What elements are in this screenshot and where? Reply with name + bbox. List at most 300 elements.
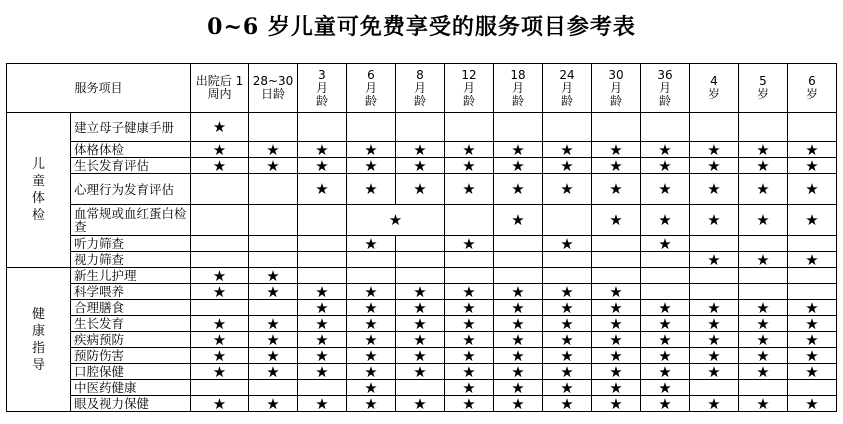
star-icon: ★ xyxy=(315,315,329,332)
mark-cell xyxy=(739,348,788,364)
service-table xyxy=(6,63,837,412)
mark-cell xyxy=(249,380,298,396)
mark-cell xyxy=(690,205,739,236)
star-icon: ★ xyxy=(658,379,672,396)
mark-cell xyxy=(592,348,641,364)
mark-cell xyxy=(396,252,445,268)
star-icon: ★ xyxy=(707,180,721,198)
star-icon: ★ xyxy=(388,211,403,229)
star-icon: ★ xyxy=(266,395,280,412)
table-row xyxy=(7,158,837,174)
mark-cell xyxy=(396,348,445,364)
mark-cell xyxy=(788,174,837,205)
header-age-12 xyxy=(788,64,837,113)
mark-cell xyxy=(690,300,739,316)
star-icon: ★ xyxy=(462,235,476,252)
header-age-line: 6 xyxy=(367,67,375,82)
star-icon: ★ xyxy=(511,363,525,380)
star-icon: ★ xyxy=(413,331,427,348)
mark-cell xyxy=(494,380,543,396)
mark-cell xyxy=(298,316,347,332)
mark-cell xyxy=(592,380,641,396)
star-icon: ★ xyxy=(707,299,721,316)
mark-cell xyxy=(641,268,690,284)
service-item: 血常规或血红蛋白检查 xyxy=(71,205,191,236)
star-icon: ★ xyxy=(560,331,574,348)
service-item: 预防伤害 xyxy=(71,348,191,364)
mark-cell xyxy=(543,332,592,348)
mark-cell xyxy=(494,113,543,142)
header-age-1 xyxy=(249,64,298,113)
star-icon: ★ xyxy=(609,379,623,396)
mark-cell xyxy=(249,268,298,284)
header-age-3 xyxy=(347,64,396,113)
mark-cell xyxy=(191,113,249,142)
star-icon: ★ xyxy=(609,157,623,174)
star-icon: ★ xyxy=(364,331,378,348)
table-row xyxy=(7,284,837,300)
mark-cell xyxy=(249,364,298,380)
star-icon: ★ xyxy=(707,251,721,268)
star-icon: ★ xyxy=(364,283,378,300)
star-icon: ★ xyxy=(364,315,378,332)
header-age-5 xyxy=(445,64,494,113)
star-icon: ★ xyxy=(315,141,329,158)
service-item: 视力筛查 xyxy=(71,252,191,268)
star-icon: ★ xyxy=(364,395,378,412)
header-age-11 xyxy=(739,64,788,113)
star-icon: ★ xyxy=(212,141,227,158)
header-age-line: 出院后 1 xyxy=(195,74,244,88)
category-cell xyxy=(7,113,71,268)
mark-cell xyxy=(191,205,249,236)
mark-cell xyxy=(445,300,494,316)
star-icon: ★ xyxy=(364,157,378,174)
star-icon: ★ xyxy=(212,118,227,136)
mark-cell xyxy=(494,396,543,412)
mark-cell xyxy=(739,316,788,332)
category-cell xyxy=(7,268,71,412)
star-icon: ★ xyxy=(707,395,721,412)
mark-cell xyxy=(543,300,592,316)
table-row xyxy=(7,142,837,158)
header-age-line: 3 xyxy=(318,67,326,82)
header-age-line: 28~30 xyxy=(252,74,294,88)
mark-cell xyxy=(543,268,592,284)
category-char: 体 xyxy=(31,191,45,206)
star-icon: ★ xyxy=(413,315,427,332)
category-char: 健 xyxy=(31,306,45,322)
mark-cell xyxy=(788,348,837,364)
mark-cell xyxy=(788,364,837,380)
mark-cell xyxy=(298,236,347,252)
mark-cell xyxy=(494,284,543,300)
star-icon: ★ xyxy=(560,235,574,252)
mark-cell xyxy=(347,174,396,205)
star-icon: ★ xyxy=(364,299,378,316)
header-age-line: 4 xyxy=(710,74,718,88)
mark-cell xyxy=(445,252,494,268)
star-icon: ★ xyxy=(707,363,721,380)
mark-cell xyxy=(396,236,445,252)
header-row xyxy=(7,64,837,113)
mark-cell xyxy=(445,284,494,300)
header-age-line: 24 xyxy=(559,67,575,82)
star-icon: ★ xyxy=(462,157,476,174)
mark-cell xyxy=(788,268,837,284)
star-icon: ★ xyxy=(315,157,329,174)
star-icon: ★ xyxy=(212,347,227,364)
star-icon: ★ xyxy=(658,180,672,198)
star-icon: ★ xyxy=(560,141,574,158)
mark-cell xyxy=(191,316,249,332)
star-icon: ★ xyxy=(462,379,476,396)
star-icon: ★ xyxy=(315,395,329,412)
mark-cell xyxy=(543,236,592,252)
star-icon: ★ xyxy=(364,180,378,198)
star-icon: ★ xyxy=(315,363,329,380)
mark-cell xyxy=(788,236,837,252)
mark-cell xyxy=(592,252,641,268)
mark-cell xyxy=(592,364,641,380)
star-icon: ★ xyxy=(212,395,227,412)
header-age-10 xyxy=(690,64,739,113)
star-icon: ★ xyxy=(212,267,227,284)
star-icon: ★ xyxy=(707,315,721,332)
table-row xyxy=(7,348,837,364)
mark-cell xyxy=(739,205,788,236)
mark-cell xyxy=(690,380,739,396)
mark-cell xyxy=(298,252,347,268)
mark-cell xyxy=(641,113,690,142)
mark-cell xyxy=(592,142,641,158)
header-age-line: 龄 xyxy=(364,93,377,108)
table-row xyxy=(7,236,837,252)
mark-cell xyxy=(494,348,543,364)
mark-cell xyxy=(690,316,739,332)
mark-cell xyxy=(641,364,690,380)
mark-cell xyxy=(396,142,445,158)
mark-cell xyxy=(249,113,298,142)
star-icon: ★ xyxy=(756,141,770,158)
mark-cell xyxy=(191,364,249,380)
star-icon: ★ xyxy=(462,347,476,364)
header-age-line: 龄 xyxy=(413,93,426,108)
star-icon: ★ xyxy=(266,315,280,332)
mark-cell xyxy=(592,113,641,142)
header-age-line: 5 xyxy=(759,74,767,88)
mark-cell xyxy=(494,205,543,236)
category-char: 童 xyxy=(31,174,45,189)
header-age-line: 岁 xyxy=(805,87,818,101)
star-icon: ★ xyxy=(609,363,623,380)
mark-cell xyxy=(347,396,396,412)
mark-cell xyxy=(347,142,396,158)
mark-cell xyxy=(641,316,690,332)
mark-cell xyxy=(347,113,396,142)
mark-cell xyxy=(788,142,837,158)
star-icon: ★ xyxy=(756,395,770,412)
mark-cell xyxy=(445,316,494,332)
star-icon: ★ xyxy=(511,141,525,158)
star-icon: ★ xyxy=(511,180,525,198)
mark-cell xyxy=(347,316,396,332)
mark-cell xyxy=(690,284,739,300)
mark-cell xyxy=(298,364,347,380)
mark-cell xyxy=(191,174,249,205)
header-age-6 xyxy=(494,64,543,113)
header-age-line: 6 xyxy=(808,74,816,88)
mark-cell xyxy=(249,142,298,158)
mark-cell xyxy=(739,142,788,158)
mark-cell xyxy=(347,236,396,252)
header-age-4 xyxy=(396,64,445,113)
star-icon: ★ xyxy=(511,331,525,348)
star-icon: ★ xyxy=(756,331,770,348)
header-age-line: 龄 xyxy=(609,93,622,108)
mark-cell xyxy=(249,348,298,364)
star-icon: ★ xyxy=(212,331,227,348)
header-age-line: 龄 xyxy=(462,93,475,108)
star-icon: ★ xyxy=(364,347,378,364)
star-icon: ★ xyxy=(658,141,672,158)
star-icon: ★ xyxy=(413,347,427,364)
mark-cell xyxy=(298,205,347,236)
mark-cell xyxy=(249,284,298,300)
page-title: 0~6 岁儿童可免费享受的服务项目参考表 xyxy=(207,14,636,40)
mark-cell xyxy=(592,174,641,205)
star-icon: ★ xyxy=(560,379,574,396)
star-icon: ★ xyxy=(707,157,721,174)
header-age-line: 月 xyxy=(413,80,426,95)
star-icon: ★ xyxy=(560,347,574,364)
mark-cell xyxy=(396,364,445,380)
star-icon: ★ xyxy=(413,141,427,158)
mark-cell xyxy=(445,142,494,158)
mark-cell xyxy=(396,174,445,205)
mark-cell xyxy=(249,158,298,174)
header-age-line: 月 xyxy=(560,80,573,95)
star-icon: ★ xyxy=(707,211,721,229)
header-age-line: 龄 xyxy=(658,93,671,108)
mark-cell xyxy=(690,142,739,158)
category-char: 指 xyxy=(31,340,45,356)
header-service-items: 服务项目 xyxy=(7,64,191,113)
service-item: 听力筛查 xyxy=(71,236,191,252)
mark-cell xyxy=(641,205,690,236)
star-icon: ★ xyxy=(266,141,280,158)
star-icon: ★ xyxy=(707,331,721,348)
mark-cell xyxy=(191,158,249,174)
mark-cell xyxy=(494,236,543,252)
header-age-line: 月 xyxy=(609,80,622,95)
star-icon: ★ xyxy=(315,180,329,198)
star-icon: ★ xyxy=(364,363,378,380)
mark-cell xyxy=(543,316,592,332)
service-item: 疾病预防 xyxy=(71,332,191,348)
mark-cell xyxy=(543,205,592,236)
mark-cell xyxy=(191,268,249,284)
star-icon: ★ xyxy=(756,180,770,198)
star-icon: ★ xyxy=(560,395,574,412)
mark-cell xyxy=(191,380,249,396)
star-icon: ★ xyxy=(805,395,819,412)
mark-cell xyxy=(592,332,641,348)
mark-cell xyxy=(445,158,494,174)
mark-cell xyxy=(690,396,739,412)
star-icon: ★ xyxy=(756,157,770,174)
header-age-line: 月 xyxy=(364,80,377,95)
star-icon: ★ xyxy=(707,141,721,158)
mark-cell xyxy=(592,205,641,236)
mark-cell xyxy=(347,284,396,300)
header-age-line: 周内 xyxy=(207,87,232,101)
star-icon: ★ xyxy=(511,347,525,364)
star-icon: ★ xyxy=(413,299,427,316)
star-icon: ★ xyxy=(560,299,574,316)
star-icon: ★ xyxy=(364,141,378,158)
mark-cell xyxy=(249,205,298,236)
mark-cell xyxy=(396,332,445,348)
mark-cell xyxy=(298,142,347,158)
mark-cell xyxy=(445,268,494,284)
mark-cell xyxy=(543,252,592,268)
star-icon: ★ xyxy=(462,141,476,158)
star-icon: ★ xyxy=(364,235,378,252)
mark-cell xyxy=(298,174,347,205)
star-icon: ★ xyxy=(511,379,525,396)
star-icon: ★ xyxy=(756,363,770,380)
star-icon: ★ xyxy=(560,363,574,380)
star-icon: ★ xyxy=(609,180,623,198)
star-icon: ★ xyxy=(266,331,280,348)
mark-cell xyxy=(445,236,494,252)
star-icon: ★ xyxy=(805,141,819,158)
mark-cell xyxy=(592,236,641,252)
mark-cell xyxy=(641,332,690,348)
star-icon: ★ xyxy=(756,251,770,268)
mark-cell xyxy=(641,174,690,205)
mark-cell xyxy=(543,113,592,142)
mark-cell xyxy=(347,380,396,396)
header-age-0 xyxy=(191,64,249,113)
mark-cell xyxy=(347,158,396,174)
mark-cell xyxy=(494,252,543,268)
mark-cell xyxy=(298,396,347,412)
star-icon: ★ xyxy=(756,211,770,229)
table-row xyxy=(7,316,837,332)
mark-cell xyxy=(739,284,788,300)
star-icon: ★ xyxy=(315,283,329,300)
service-item: 心理行为发育评估 xyxy=(71,174,191,205)
header-age-9 xyxy=(641,64,690,113)
mark-cell xyxy=(641,396,690,412)
mark-cell xyxy=(298,158,347,174)
service-item: 生长发育 xyxy=(71,316,191,332)
mark-cell xyxy=(739,300,788,316)
mark-cell xyxy=(396,316,445,332)
mark-cell xyxy=(592,396,641,412)
star-icon: ★ xyxy=(805,363,819,380)
star-icon: ★ xyxy=(658,157,672,174)
mark-cell xyxy=(249,332,298,348)
mark-cell xyxy=(298,332,347,348)
mark-cell xyxy=(396,396,445,412)
mark-cell xyxy=(641,158,690,174)
star-icon: ★ xyxy=(609,299,623,316)
mark-cell xyxy=(249,252,298,268)
service-item: 中医药健康 xyxy=(71,380,191,396)
service-item: 新生儿护理 xyxy=(71,268,191,284)
mark-cell xyxy=(739,396,788,412)
star-icon: ★ xyxy=(609,347,623,364)
table-row xyxy=(7,380,837,396)
mark-cell xyxy=(445,396,494,412)
star-icon: ★ xyxy=(511,395,525,412)
mark-cell xyxy=(641,142,690,158)
mark-cell xyxy=(249,300,298,316)
star-icon: ★ xyxy=(609,211,623,229)
header-age-line: 月 xyxy=(315,80,328,95)
mark-cell xyxy=(788,252,837,268)
mark-cell xyxy=(347,348,396,364)
star-icon: ★ xyxy=(266,267,280,284)
mark-cell xyxy=(347,300,396,316)
header-age-2 xyxy=(298,64,347,113)
star-icon: ★ xyxy=(462,315,476,332)
mark-cell xyxy=(739,174,788,205)
mark-cell xyxy=(445,380,494,396)
mark-cell xyxy=(249,236,298,252)
star-icon: ★ xyxy=(315,331,329,348)
mark-cell xyxy=(543,284,592,300)
star-icon: ★ xyxy=(511,315,525,332)
star-icon: ★ xyxy=(462,283,476,300)
category-char: 检 xyxy=(31,208,45,223)
mark-cell xyxy=(396,300,445,316)
mark-cell xyxy=(396,268,445,284)
star-icon: ★ xyxy=(560,283,574,300)
star-icon: ★ xyxy=(511,211,525,229)
service-item: 体格体检 xyxy=(71,142,191,158)
star-icon: ★ xyxy=(511,299,525,316)
mark-cell xyxy=(739,158,788,174)
mark-cell xyxy=(191,142,249,158)
star-icon: ★ xyxy=(462,180,476,198)
service-item: 建立母子健康手册 xyxy=(71,113,191,142)
mark-cell xyxy=(298,268,347,284)
mark-cell xyxy=(592,268,641,284)
table-row xyxy=(7,252,837,268)
mark-cell xyxy=(249,316,298,332)
star-icon: ★ xyxy=(266,347,280,364)
mark-cell xyxy=(445,113,494,142)
service-item: 合理膳食 xyxy=(71,300,191,316)
mark-cell xyxy=(543,142,592,158)
mark-cell xyxy=(494,300,543,316)
service-item: 眼及视力保健 xyxy=(71,396,191,412)
table-row xyxy=(7,205,837,236)
star-icon: ★ xyxy=(266,283,280,300)
mark-cell xyxy=(347,364,396,380)
mark-cell xyxy=(445,364,494,380)
star-icon: ★ xyxy=(658,299,672,316)
star-icon: ★ xyxy=(707,347,721,364)
mark-cell xyxy=(739,380,788,396)
mark-cell xyxy=(396,113,445,142)
mark-cell xyxy=(347,268,396,284)
star-icon: ★ xyxy=(658,363,672,380)
